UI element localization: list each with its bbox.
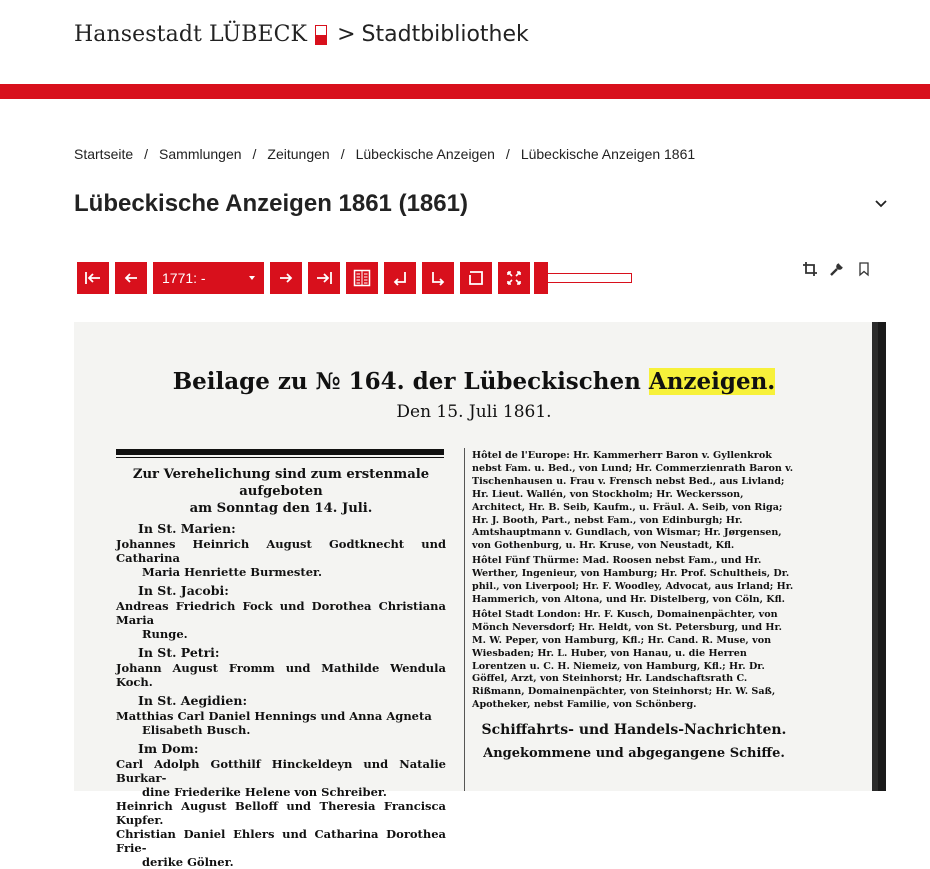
next-page-icon: [278, 271, 294, 285]
previous-page-icon: [123, 271, 139, 285]
column-rule: [116, 449, 444, 455]
search-highlight: Anzeigen.: [648, 368, 776, 395]
viewer-toolbar: [77, 262, 634, 294]
column-divider: [464, 448, 465, 791]
rotate-right-button[interactable]: [422, 262, 454, 294]
breadcrumb-home[interactable]: Startseite: [74, 146, 134, 162]
marriage-entry-cont: Elisabeth Busch.: [142, 723, 251, 737]
fullscreen-icon: [506, 270, 522, 286]
wrench-icon[interactable]: [827, 259, 847, 279]
church-heading: In St. Jacobi:: [138, 583, 229, 598]
church-heading: In St. Marien:: [138, 521, 236, 536]
page-select-value: 1771: -: [162, 270, 206, 286]
newspaper-page: [74, 322, 874, 869]
next-page-button[interactable]: [270, 262, 302, 294]
site-header: [0, 0, 930, 84]
rotate-right-icon: [430, 270, 446, 286]
left-heading-line: Zur Verehelichung sind zum erstenmale aufgeboten: [132, 467, 430, 499]
zoom-slider-handle[interactable]: [534, 262, 548, 294]
rotate-left-button[interactable]: [384, 262, 416, 294]
column-rule: [116, 457, 444, 458]
fit-page-icon: [468, 270, 484, 286]
double-page-button[interactable]: [346, 262, 378, 294]
last-page-icon: [315, 271, 333, 285]
newspaper-date: Den 15. Juli 1861.: [396, 402, 552, 422]
marriage-entry: Johannes Heinrich August Godtknecht und Catharina: [116, 537, 446, 565]
breadcrumb-separator: /: [144, 146, 149, 162]
double-page-icon: [353, 269, 371, 287]
subsection-heading: Angekommene und abgegangene Schiffe.: [483, 746, 785, 762]
city-flag-icon: [315, 25, 327, 45]
breadcrumb-collections[interactable]: Sammlungen: [159, 146, 242, 162]
church-heading: In St. Petri:: [138, 645, 220, 660]
zoom-slider[interactable]: [534, 262, 634, 294]
breadcrumb-newspapers[interactable]: Zeitungen: [267, 146, 330, 162]
page-select[interactable]: [153, 262, 264, 294]
marriage-entry: Heinrich August Belloff und Theresia Francisca Kupfer.: [116, 799, 446, 827]
church-heading: In St. Aegidien:: [138, 693, 248, 708]
church-heading: Im Dom:: [138, 741, 199, 756]
fit-page-button[interactable]: [460, 262, 492, 294]
last-page-button[interactable]: [308, 262, 340, 294]
breadcrumb-separator: /: [252, 146, 257, 162]
marriage-entry-cont: Runge.: [142, 627, 188, 641]
newspaper-title: [74, 368, 874, 395]
brand-separator: >: [337, 22, 356, 47]
site-logo[interactable]: [74, 22, 529, 47]
breadcrumb-series[interactable]: Lübeckische Anzeigen: [355, 146, 495, 162]
marriage-entry: Carl Adolph Gotthilf Hinckeldeyn und Natalie Burkar-: [116, 757, 446, 785]
first-page-icon: [84, 271, 102, 285]
breadcrumb-current: Lübeckische Anzeigen 1861: [520, 146, 696, 162]
fullscreen-button[interactable]: [498, 262, 530, 294]
zoom-slider-rail: [546, 273, 632, 283]
left-column: [116, 466, 446, 869]
section-heading: Schiffahrts- und Handels-Nachrichten.: [481, 722, 787, 739]
crop-icon[interactable]: [800, 259, 820, 279]
right-column: [472, 450, 796, 764]
marriage-entry: Johann August Fromm und Mathilde Wendula Koch.: [116, 661, 446, 689]
viewer-tools: [800, 259, 881, 279]
marriage-entry-cont: dine Friederike Helene von Schreiber.: [142, 785, 387, 799]
hotel-arrivals: Hôtel de l'Europe: Hr. Kammerherr Baron v. Gyllenkrok nebst Fam. u. Bed., von Lund; Hr. Commerzienrath Baron v. Tischenhausen u. Frau v. Frensch nebst Bed., aus Livland; Hr. Lieut. Wallén, von Stockholm; Hr. Weckersson, Architect, Hr. B. Seib, Kaufm., u. Fräul. A. Seib, von Riga; Hr. J. Booth, Part., nebst Fam., von Edinburgh; Hr. Amtshauptmann v. Gundlach, von Wismar; Hr. Jørgensen, von Gothenburg, u. Hr. Kruse, von Neustadt, Kfl.: [472, 450, 794, 552]
previous-page-button[interactable]: [115, 262, 147, 294]
marriage-entry: Andreas Friedrich Fock und Dorothea Christiana Maria: [116, 599, 446, 627]
dropdown-caret-icon: [249, 276, 255, 280]
breadcrumb-separator: /: [340, 146, 345, 162]
newspaper-title-text: Beilage zu № 164. der Lübeckischen: [172, 368, 649, 395]
rotate-left-icon: [392, 270, 408, 286]
bookmark-icon[interactable]: [854, 259, 874, 279]
chevron-down-icon[interactable]: [872, 196, 890, 212]
marriage-entry-cont: Maria Henriette Burmester.: [142, 565, 323, 579]
brand-library-name: Stadtbibliothek: [361, 22, 529, 47]
brand-city-name: Hansestadt LÜBECK: [74, 22, 308, 47]
breadcrumb: [74, 146, 695, 162]
breadcrumb-separator: /: [505, 146, 510, 162]
hotel-arrivals: Hôtel Stadt London: Hr. F. Kusch, Domainenpächter, von Mönch Neversdorf; Hr. Heldt, von St. Petersburg, und Hr. M. W. Peper, von Hamburg, Kfl.; Hr. Cand. R. Muse, von Wiesbaden; Hr. L. Huber, von Hanau, u. die Herren Lorentzen u. C. H. Niemeiz, von Hamburg, Kfl.; Hr. Dr. Göffel, Arzt, von Steinhorst; Hr. Landschaftsrath C. Rißmann, Domainenpächter, von Steinhorst; Hr. W. Saß, Apotheker, nebst Familie, von Schönberg.: [472, 608, 782, 711]
document-viewer[interactable]: [74, 322, 886, 869]
header-accent-bar: [0, 84, 930, 99]
first-page-button[interactable]: [77, 262, 109, 294]
marriage-entry-cont: derike Gölner.: [142, 855, 234, 869]
marriage-entry: Christian Daniel Ehlers und Catharina Dorothea Frie-: [116, 827, 446, 855]
page-title: Lübeckische Anzeigen 1861 (1861): [74, 190, 468, 217]
hotel-arrivals: Hôtel Fünf Thürme: Mad. Roosen nebst Fam., und Hr. Werther, Ingenieur, von Hamburg; Hr. Prof. Schultheis, Dr. phil., von Liverpool; Hr. F. Woodley, Advocat, aus Irland; Hr. Hammerich, von Altona, und Hr. Distelberg, von Cöln, Kfl.: [472, 555, 794, 605]
marriage-entry: Matthias Carl Daniel Hennings und Anna Agneta: [116, 709, 432, 723]
left-heading-line: am Sonntag den 14. Juli.: [189, 501, 373, 516]
